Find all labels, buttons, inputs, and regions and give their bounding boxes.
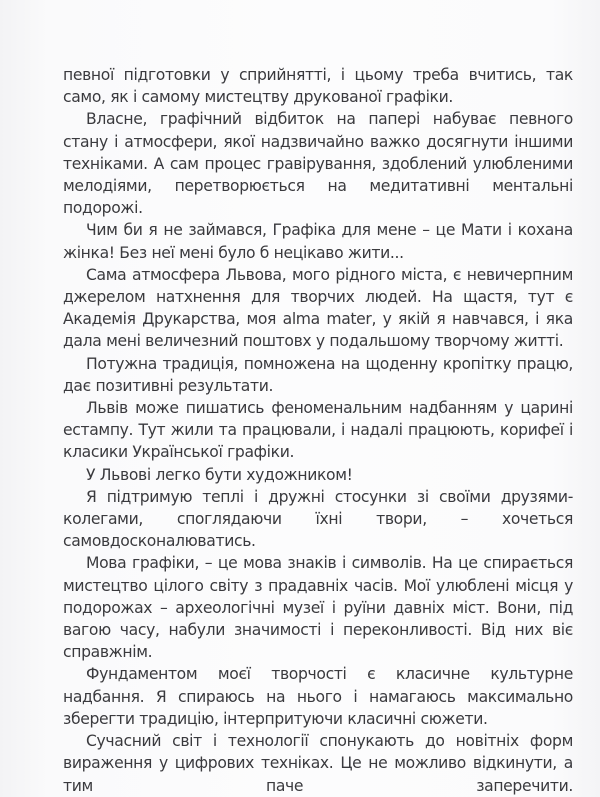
paragraph: Фундаментом моєї творчості є класичне культурне надбання. Я спираюсь на нього і намагаюсь максимально зберегти традицію, інтерпритуючи класичні сюжети. [63,665,573,728]
paragraph: Чим би я не займався, Графіка для мене – це Мати і кохана жінка! Без неї мені було б нецікаво жити... [63,221,573,262]
paragraph-continuation: певної підготовки у сприйнятті, і цьому треба вчитись, так само, як і самому мистецтву друкованої графіки. [63,66,573,107]
paragraph: Мова графіки, – це мова знаків і символів. На це спирається мистецтво цілого світу з прадавніх часів. Мої улюблені місця у подорожах – археологічні музеї і руїни давніх міст. Вони, під вагою часу, набули значимості і переконливості. Від них віє справжнім. [63,554,573,662]
paragraph: Львів може пишатись феноменальним надбанням у царині естампу. Тут жили та працювали, і надалі працюють, корифеї і класики Української графіки. [63,399,573,462]
paragraph: Я підтримую теплі і дружні стосунки зі своїми друзями-колегами, споглядаючи їхні твори, – хочеться самовдосконалюватись. [63,487,573,551]
paragraph: Потужна традиція, помножена на щоденну кропітку працю, дає позитивні результати. [63,354,573,395]
paragraph: У Львові легко бути художником! [86,465,353,484]
paragraph: Власне, графічний відбиток на папері набуває певного стану і атмосфери, якої надзвичайно важко досягнути іншими техніками. А сам процес гравірування, здоблений улюбленими мелодіями, перетворюється на медитативні ментальні подорожі. [63,110,573,218]
paragraph: Сама атмосфера Львова, мого рідного міста, є невичерпним джерелом натхнення для творчих людей. На щастя, тут є Академія Друкарства, моя alma mater, у якій я навчався, і яка дала мені величезний поштовх у подальшому творчому житті. [63,265,573,351]
book-page-text [63,64,573,797]
paragraph-final: Сучасний світ і технології спонукають до новітніх форм вираження у цифрових техніках. Це не можливо відкинути, а тим паче заперечити. [63,732,573,795]
